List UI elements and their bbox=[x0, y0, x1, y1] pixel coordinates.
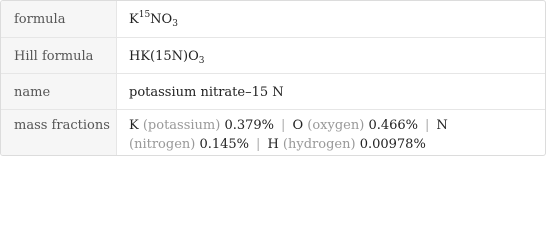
row-label: mass fractions bbox=[1, 110, 117, 156]
hill-formula-text: $HK(15N)O_3$ bbox=[129, 49, 205, 66]
table-row-mass-fractions bbox=[1, 109, 545, 156]
fraction-h: H (hydrogen) 0.00978% bbox=[267, 137, 426, 152]
mass-fractions-line-1 bbox=[129, 118, 448, 133]
row-label: formula bbox=[1, 1, 117, 37]
separator: | bbox=[425, 118, 430, 133]
table-row-hill-formula bbox=[1, 37, 545, 74]
separator: | bbox=[256, 137, 261, 152]
table-row-name bbox=[1, 73, 545, 110]
fraction-n: (nitrogen) 0.145% bbox=[129, 137, 250, 152]
fraction-n-symbol: N bbox=[436, 118, 448, 133]
hill-formula-value bbox=[118, 38, 545, 74]
formula-text: $K^{15}NO_3$ bbox=[129, 10, 178, 29]
row-label: name bbox=[1, 74, 117, 110]
fraction-o: O (oxygen) 0.466% bbox=[292, 118, 419, 133]
name-value: potassium nitrate–15 N bbox=[129, 85, 284, 100]
fraction-k: K (potassium) 0.379% bbox=[129, 118, 275, 133]
table-row-formula bbox=[1, 1, 545, 37]
separator: | bbox=[281, 118, 286, 133]
mass-fractions-line-2 bbox=[129, 137, 426, 152]
row-label: Hill formula bbox=[1, 38, 117, 74]
mass-fractions-value bbox=[118, 110, 545, 156]
formula-value bbox=[118, 1, 545, 37]
